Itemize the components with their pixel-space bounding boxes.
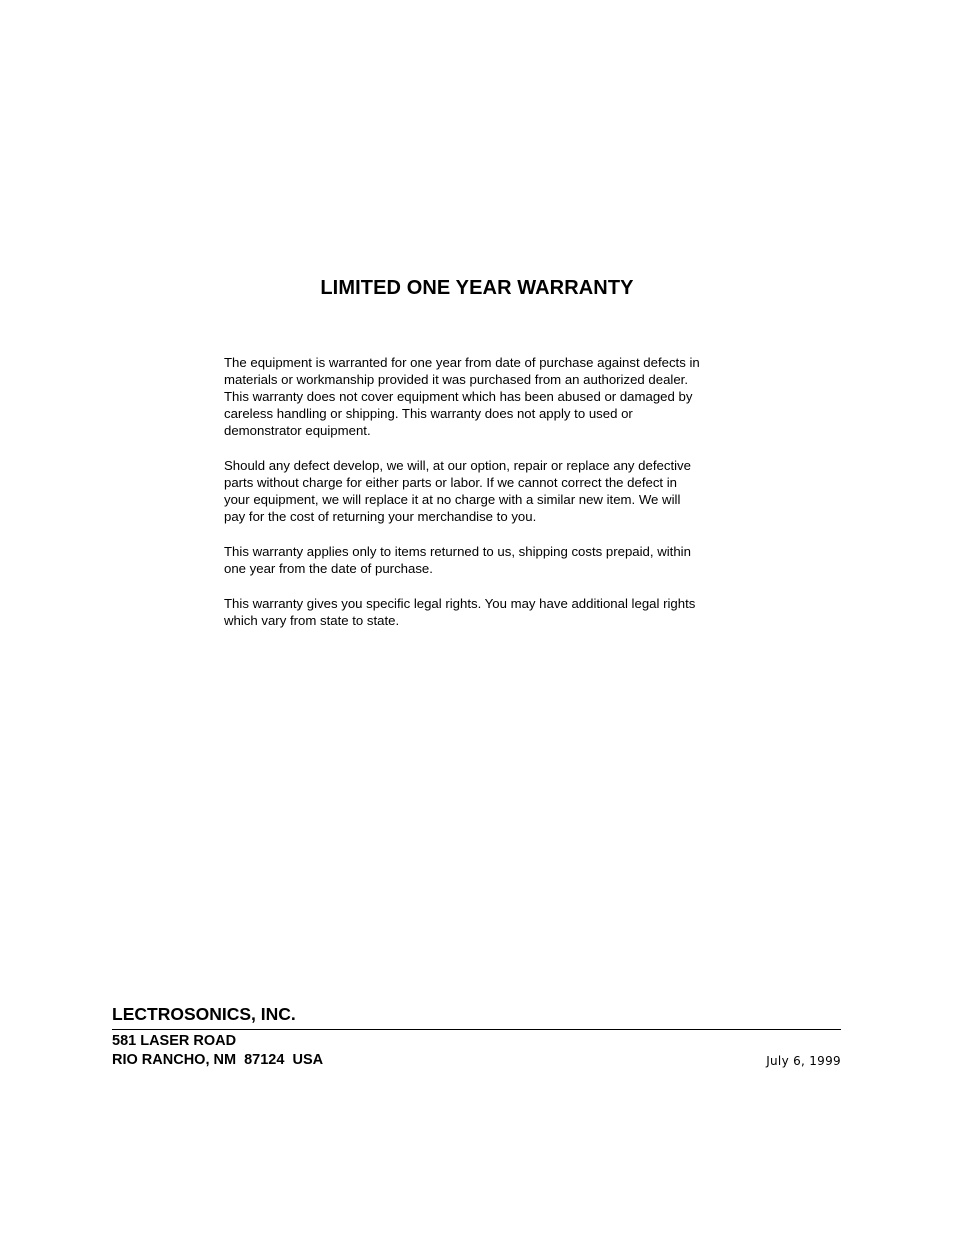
warranty-paragraph-2: Should any defect develop, we will, at our option, repair or replace any defective parts without charge for either parts or labor. If we cannot correct the defect in your equipment, we will replace it at no charge with a similar new item. We will pay for the cost of returning your merchandise to you.	[224, 458, 691, 524]
address-line-2: RIO RANCHO, NM 87124 USA	[112, 1052, 324, 1068]
address-line-1: 581 LASER ROAD	[112, 1033, 237, 1049]
company-name: LECTROSONICS, INC.	[112, 1004, 296, 1024]
warranty-body	[224, 354, 729, 647]
company-address	[112, 1032, 323, 1070]
warranty-paragraph-4: This warranty gives you specific legal rights. You may have additional legal rights which vary from state to state.	[224, 596, 696, 628]
document-date: July 6, 1999	[766, 1054, 841, 1068]
footer-divider	[112, 1029, 841, 1030]
page-title: LIMITED ONE YEAR WARRANTY	[320, 277, 634, 299]
warranty-paragraph-3: This warranty applies only to items returned to us, shipping costs prepaid, within one year from the date of purchase.	[224, 544, 691, 576]
warranty-paragraph-1: The equipment is warranted for one year from date of purchase against defects in materials or workmanship provided it was purchased from an authorized dealer. This warranty does not cover equipment which has been abused or damaged by careless handling or shipping. This warranty does not apply to used or demonstrator equipment.	[224, 355, 700, 438]
